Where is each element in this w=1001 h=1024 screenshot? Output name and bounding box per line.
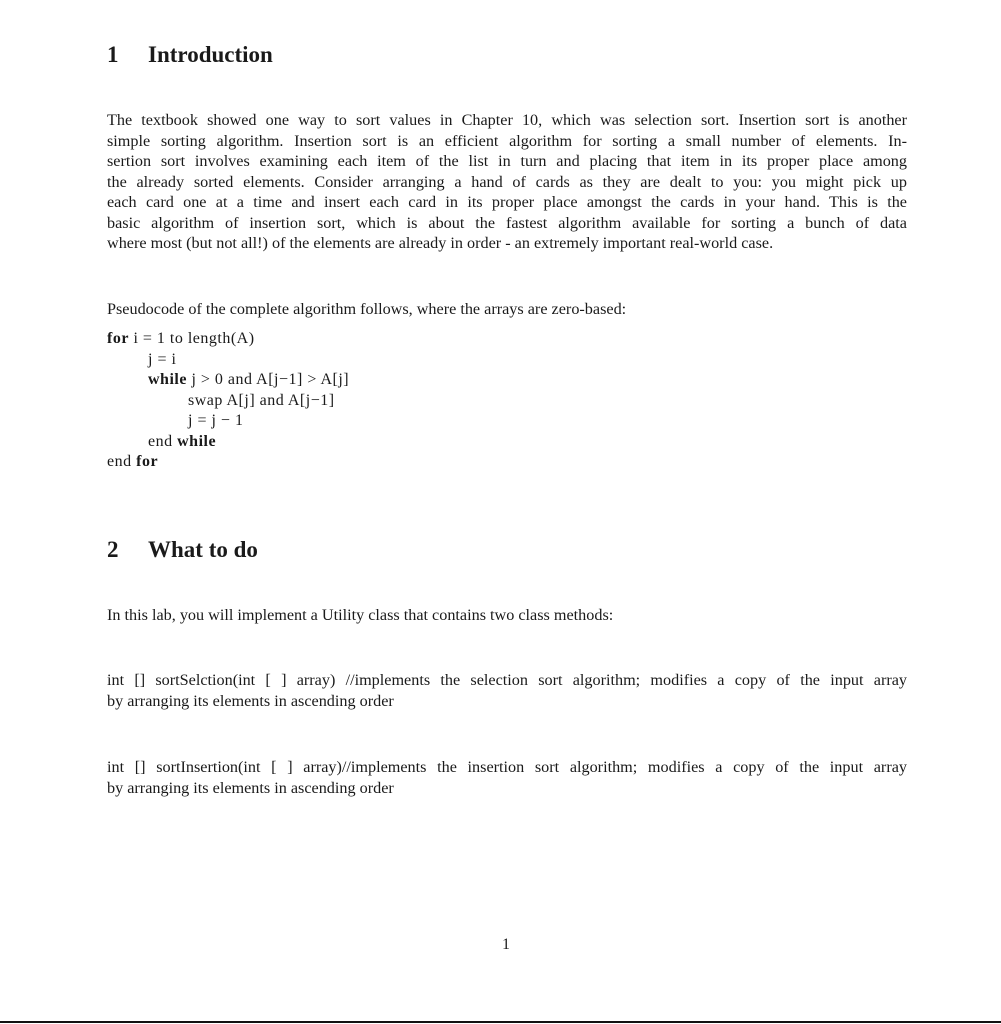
- paragraph-line: basic algorithm of insertion sort, which is about the fastest algorithm available for sorting a bunch of data: [107, 214, 907, 232]
- keyword: while: [177, 433, 217, 450]
- method-line: by arranging its elements in ascending order: [107, 779, 394, 797]
- paragraph-line: where most (but not all!) of the elements are already in order - an extremely important real-world case.: [107, 234, 774, 252]
- code-line: [148, 432, 216, 452]
- method-line: by arranging its elements in ascending order: [107, 692, 394, 710]
- code-line: [107, 329, 255, 349]
- keyword: while: [148, 371, 187, 388]
- code-line: [148, 370, 349, 390]
- code-line: [107, 452, 158, 472]
- method-line: int [] sortSelction(int [ ] array) //implements the selection sort algorithm; modifies a copy of the input array: [107, 671, 907, 689]
- paragraph-line: sertion sort involves examining each item of the list in turn and placing that item in its proper place among: [107, 152, 907, 170]
- paragraph-line: simple sorting algorithm. Insertion sort is an efficient algorithm for sorting a small number of elements. In-: [107, 132, 907, 150]
- page-number: 1: [502, 936, 510, 953]
- section-title: What to do: [148, 537, 258, 562]
- paragraph-line: each card one at a time and insert each card in its proper place amongst the cards in your hand. This is the: [107, 193, 907, 211]
- code-text: end: [107, 453, 137, 470]
- section-title: Introduction: [148, 42, 273, 67]
- pseudocode-intro: Pseudocode of the complete algorithm follows, where the arrays are zero-based:: [107, 300, 627, 318]
- code-line: j = j − 1: [188, 412, 244, 429]
- code-text: i = 1 to length(A): [128, 330, 255, 347]
- method-line: int [] sortInsertion(int [ ] array)//implements the insertion sort algorithm; modifies a copy of the input array: [107, 758, 907, 776]
- code-text: j > 0 and A[j−1] > A[j]: [186, 371, 350, 388]
- page-bottom-rule: [0, 1021, 1001, 1023]
- code-line: j = i: [148, 351, 177, 368]
- section-number: 2: [107, 537, 119, 562]
- section-number: 1: [107, 42, 119, 67]
- code-text: end: [148, 433, 178, 450]
- keyword: for: [136, 453, 159, 470]
- section-heading-what-to-do: [107, 537, 258, 563]
- what-to-do-intro: In this lab, you will implement a Utility class that contains two class methods:: [107, 606, 614, 624]
- paragraph-line: The textbook showed one way to sort values in Chapter 10, which was selection sort. Insertion sort is another: [107, 111, 907, 129]
- section-heading-introduction: [107, 42, 273, 68]
- code-line: swap A[j] and A[j−1]: [188, 392, 335, 409]
- keyword: for: [107, 330, 129, 347]
- paragraph-line: the already sorted elements. Consider arranging a hand of cards as they are dealt to you: you might pick up: [107, 173, 907, 191]
